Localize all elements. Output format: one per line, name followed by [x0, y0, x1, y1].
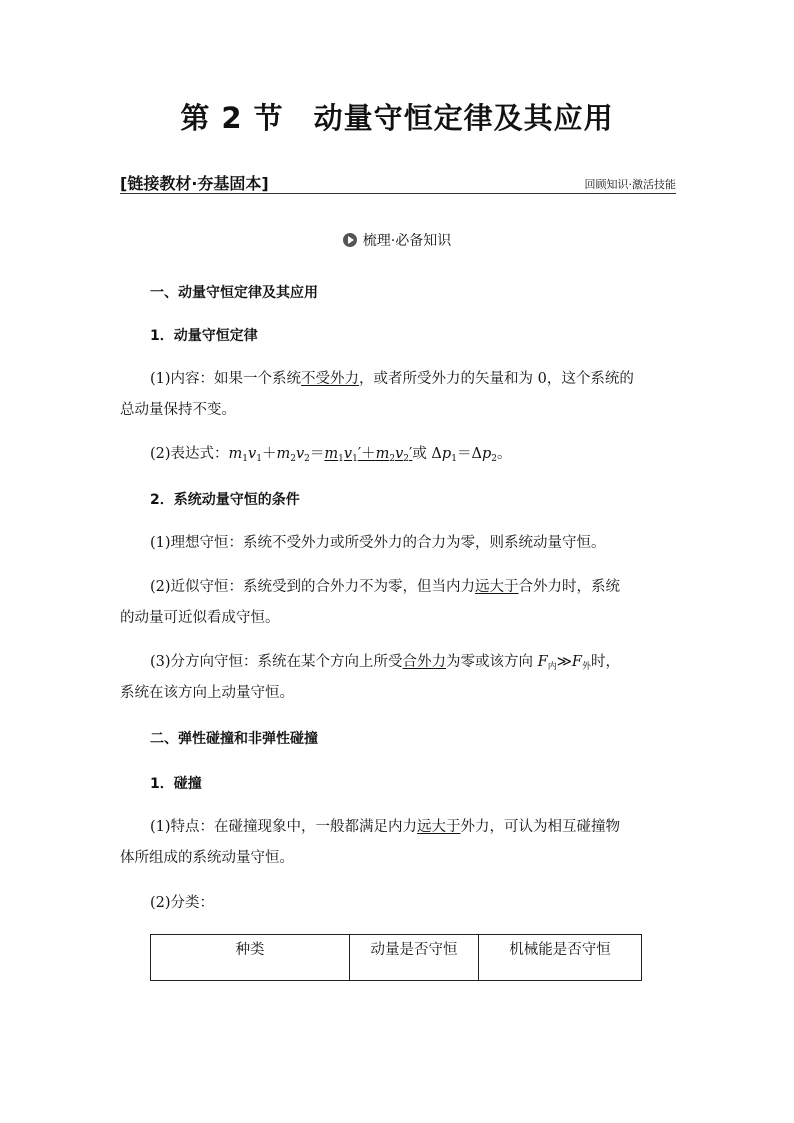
fill-blank: 不受外力	[301, 371, 360, 387]
paragraph-continuation: 的动量可近似看成守恒。	[120, 610, 280, 626]
text: 合外力时，系统	[518, 579, 621, 595]
paragraph	[150, 369, 634, 389]
text: 或 Δ	[412, 446, 442, 462]
paragraph	[150, 577, 620, 597]
formula-lhs: $m_1v_1+m_2v_2=$	[228, 446, 325, 464]
part1-heading: 一、动量守恒定律及其应用	[150, 285, 318, 301]
paragraph-continuation: 体所组成的系统动量守恒。	[120, 850, 294, 866]
table-header-cell: 动量是否守恒	[350, 935, 479, 981]
play-icon	[343, 233, 357, 247]
part1-sub2-heading: 2．系统动量守恒的条件	[150, 492, 300, 508]
banner-right: 回顾知识·激活技能	[584, 178, 676, 191]
table-header-cell: 机械能是否守恒	[479, 935, 642, 981]
paragraph-continuation: 总动量保持不变。	[120, 402, 236, 418]
section-heading-text: 梳理·必备知识	[362, 233, 452, 249]
text: 外力，可认为相互碰撞物	[460, 819, 621, 835]
symbol: ≫	[556, 654, 572, 670]
formula-paragraph	[150, 444, 511, 464]
subscript: 内	[547, 662, 557, 672]
formula-delta: $p_1=\Delta p_2$。	[441, 446, 512, 464]
banner-left: [链接教材·夯基固本]	[120, 174, 269, 193]
text: (2)表达式：	[150, 446, 229, 462]
paragraph-continuation: 系统在该方向上动量守恒。	[120, 685, 294, 701]
subscript: 外	[581, 662, 591, 672]
fill-blank: 远大于	[417, 819, 461, 835]
fill-blank: 远大于	[475, 579, 519, 595]
formula-blank: $m_1v_1'+m_2v_2'$	[324, 446, 413, 464]
section-heading	[0, 230, 794, 250]
table-header-cell: 种类	[151, 935, 350, 981]
banner-divider	[120, 193, 676, 194]
text: (3)分方向守恒：系统在某个方向上所受	[150, 654, 403, 670]
part2-heading: 二、弹性碰撞和非弹性碰撞	[150, 731, 318, 747]
part1-sub1-heading: 1．动量守恒定律	[150, 328, 258, 344]
text: 为零或该方向	[446, 654, 538, 670]
part2-sub1-heading: 1．碰撞	[150, 776, 202, 792]
paragraph: (1)理想守恒：系统不受外力或所受外力的合力为零，则系统动量守恒。	[150, 535, 606, 551]
fill-blank: 合外力	[402, 654, 447, 670]
paragraph: (2)分类：	[150, 895, 215, 911]
paragraph	[150, 817, 620, 837]
text: 时，	[591, 654, 620, 670]
table-header-row	[151, 935, 642, 981]
paragraph: (3)分方向守恒：系统在某个方向上所受合外力为零或该方向 $F_内≫F_外$时，	[150, 654, 620, 672]
text: (1)内容：如果一个系统	[150, 371, 302, 387]
text: (2)近似守恒：系统受到的合外力不为零，但当内力	[150, 579, 476, 595]
text: ，或者所受外力的矢量和为 0，这个系统的	[359, 371, 634, 387]
text: (1)特点：在碰撞现象中，一般都满足内力	[150, 819, 418, 835]
page-title: 第 2 节 动量守恒定律及其应用	[180, 101, 614, 135]
collision-table	[150, 934, 642, 981]
